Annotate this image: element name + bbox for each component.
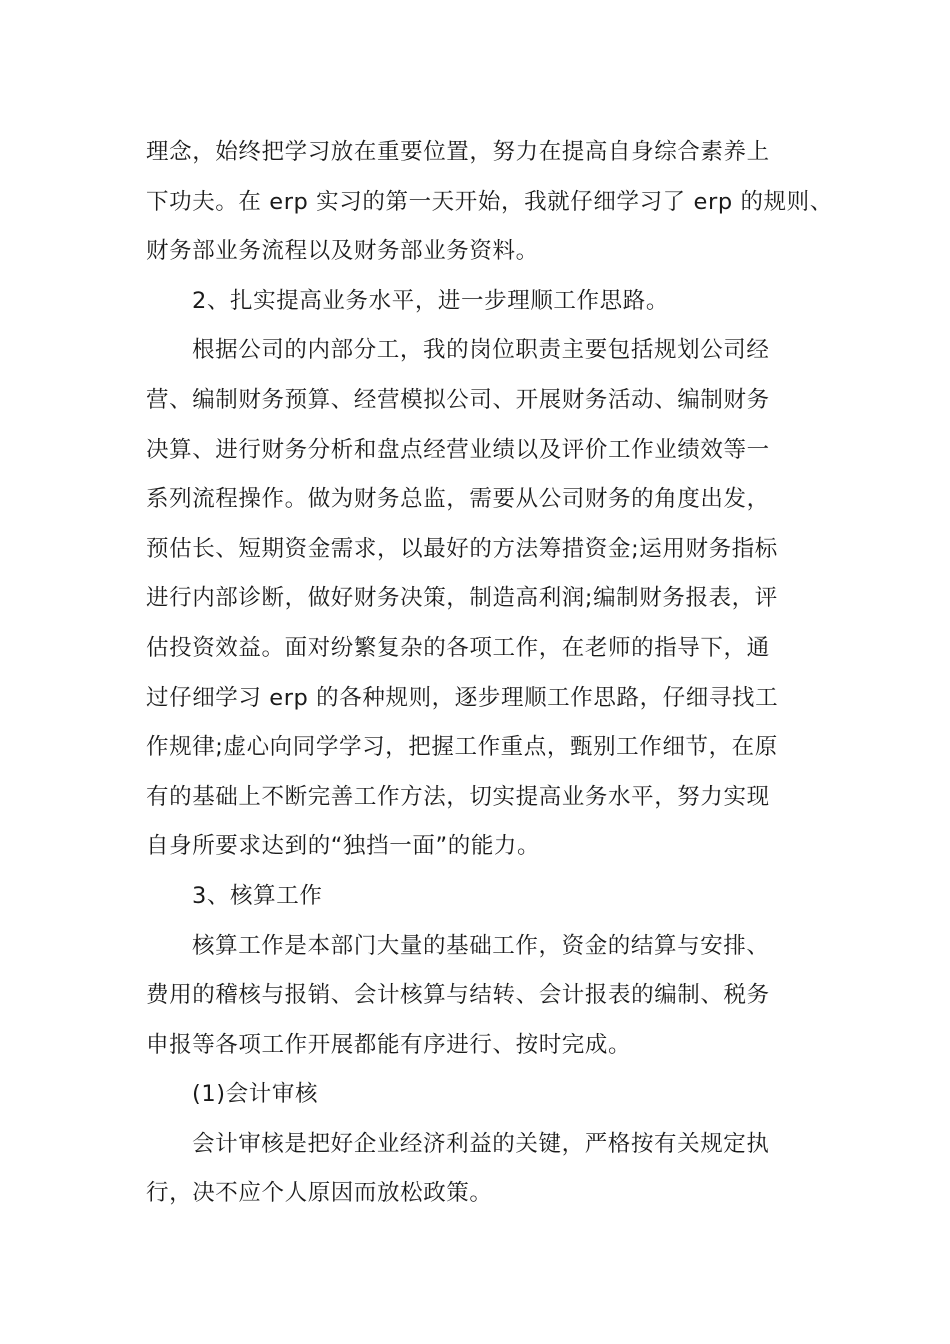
text-line: 有的基础上不断完善工作方法，切实提高业务水平，努力实现	[146, 783, 770, 810]
paragraph-p1	[146, 128, 833, 277]
section-heading-3	[146, 872, 816, 922]
text-line: 过仔细学习 erp 的各种规则，逐步理顺工作思路，仔细寻找工	[146, 684, 779, 711]
text-line: 系列流程操作。做为财务总监，需要从公司财务的角度出发，	[146, 486, 770, 513]
text-line: 决算、进行财务分析和盘点经营业绩以及评价工作业绩效等一	[146, 436, 770, 463]
text-line: 作规律;虚心向同学学习，把握工作重点，甄别工作细节，在原	[146, 734, 778, 761]
text-line: 理念，始终把学习放在重要位置，努力在提高自身综合素养上	[146, 139, 770, 165]
text-line: (1)会计审核	[192, 1081, 319, 1108]
text-line: 行，决不应个人原因而放松政策。	[146, 1180, 493, 1207]
text-line: 3、核算工作	[192, 882, 323, 909]
text-line: 2、扎实提高业务水平，进一步理顺工作思路。	[192, 287, 669, 314]
text-line: 进行内部诊断，做好财务决策，制造高利润;编制财务报表，评	[146, 585, 778, 612]
subsection-heading-1	[146, 1070, 816, 1120]
paragraph-p5	[146, 922, 816, 1071]
text-line: 根据公司的内部分工，我的岗位职责主要包括规划公司经	[192, 337, 770, 364]
text-line: 申报等各项工作开展都能有序进行、按时完成。	[146, 1031, 632, 1058]
text-line: 自身所要求达到的“独挡一面”的能力。	[146, 833, 541, 860]
text-line: 费用的稽核与报销、会计核算与结转、会计报表的编制、税务	[146, 982, 770, 1009]
paragraph-p7	[146, 1120, 816, 1219]
text-line: 营、编制财务预算、经营模拟公司、开展财务活动、编制财务	[146, 386, 770, 413]
document-body	[146, 128, 833, 1219]
paragraph-p3	[146, 326, 816, 872]
text-line: 核算工作是本部门大量的基础工作，资金的结算与安排、	[192, 932, 770, 959]
section-heading-2	[146, 277, 816, 327]
text-line: 估投资效益。面对纷繁复杂的各项工作，在老师的指导下，通	[146, 634, 770, 661]
text-line: 下功夫。在 erp 实习的第一天开始，我就仔细学习了 erp 的规则、	[146, 188, 833, 215]
text-line: 预估长、短期资金需求，以最好的方法筹措资金;运用财务指标	[146, 535, 778, 562]
text-line: 会计审核是把好企业经济利益的关键，严格按有关规定执	[192, 1130, 770, 1157]
text-line: 财务部业务流程以及财务部业务资料。	[146, 238, 539, 265]
